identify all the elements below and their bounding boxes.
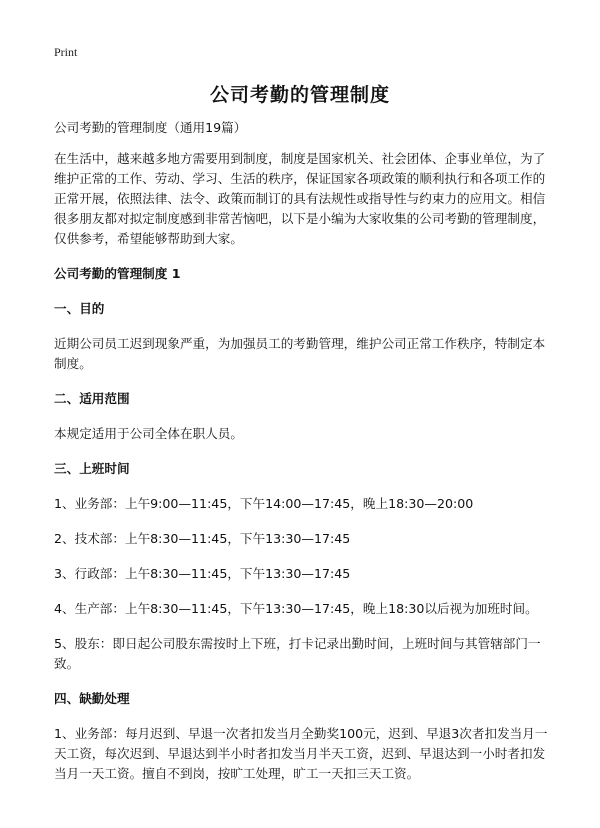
scope-paragraph: 本规定适用于公司全体在职人员。	[54, 426, 243, 441]
hours-item-shareholders: 5、股东：即日起公司股东需按时上下班，打卡记录出勤时间，上班时间与其管辖部门一致。	[54, 636, 541, 671]
heading-scope: 二、适用范围	[54, 391, 130, 406]
hours-item-production: 4、生产部：上午8:30—11:45，下午13:30—17:45，晚上18:30以后视为加班时间。	[54, 601, 538, 616]
section-title: 公司考勤的管理制度 1	[54, 266, 181, 281]
heading-work-hours: 三、上班时间	[54, 461, 130, 476]
hours-item-business: 1、业务部：上午9:00—11:45，下午14:00—17:45，晚上18:30—20:00	[54, 496, 474, 511]
print-link[interactable]: Print	[54, 45, 78, 59]
hours-item-admin: 3、行政部：上午8:30—11:45，下午13:30—17:45	[54, 566, 351, 581]
heading-absence: 四、缺勤处理	[54, 691, 130, 706]
heading-purpose: 一、目的	[54, 301, 105, 316]
intro-paragraph: 在生活中，越来越多地方需要用到制度，制度是国家机关、社会团体、企事业单位，为了维护正常的工作、劳动、学习、生活的秩序，保证国家各项政策的顺利执行和各项工作的正常开展，依照法律、法令、政策而制订的具有法规性或指导性与约束力的应用文。相信很多朋友都对拟定制度感到非常苦恼吧，以下是小编为大家收集的公司考勤的管理制度，仅供参考，希望能够帮助到大家。	[54, 151, 546, 246]
hours-item-tech: 2、技术部：上午8:30—11:45，下午13:30—17:45	[54, 531, 351, 546]
purpose-paragraph: 近期公司员工迟到现象严重，为加强员工的考勤管理，维护公司正常工作秩序，特制定本制度。	[54, 336, 546, 371]
document-subtitle: 公司考勤的管理制度（通用19篇）	[54, 120, 247, 135]
page-title: 公司考勤的管理制度	[209, 84, 390, 106]
absence-paragraph: 1、业务部：每月迟到、早退一次者扣发当月全勤奖100元，迟到、早退3次者扣发当月一天工资，每次迟到、早退达到半小时者扣发当月半天工资，迟到、早退达到一小时者扣发当月一天工资。擅自不到岗，按旷工处理，旷工一天扣三天工资。	[54, 726, 548, 781]
document-body	[54, 118, 554, 799]
